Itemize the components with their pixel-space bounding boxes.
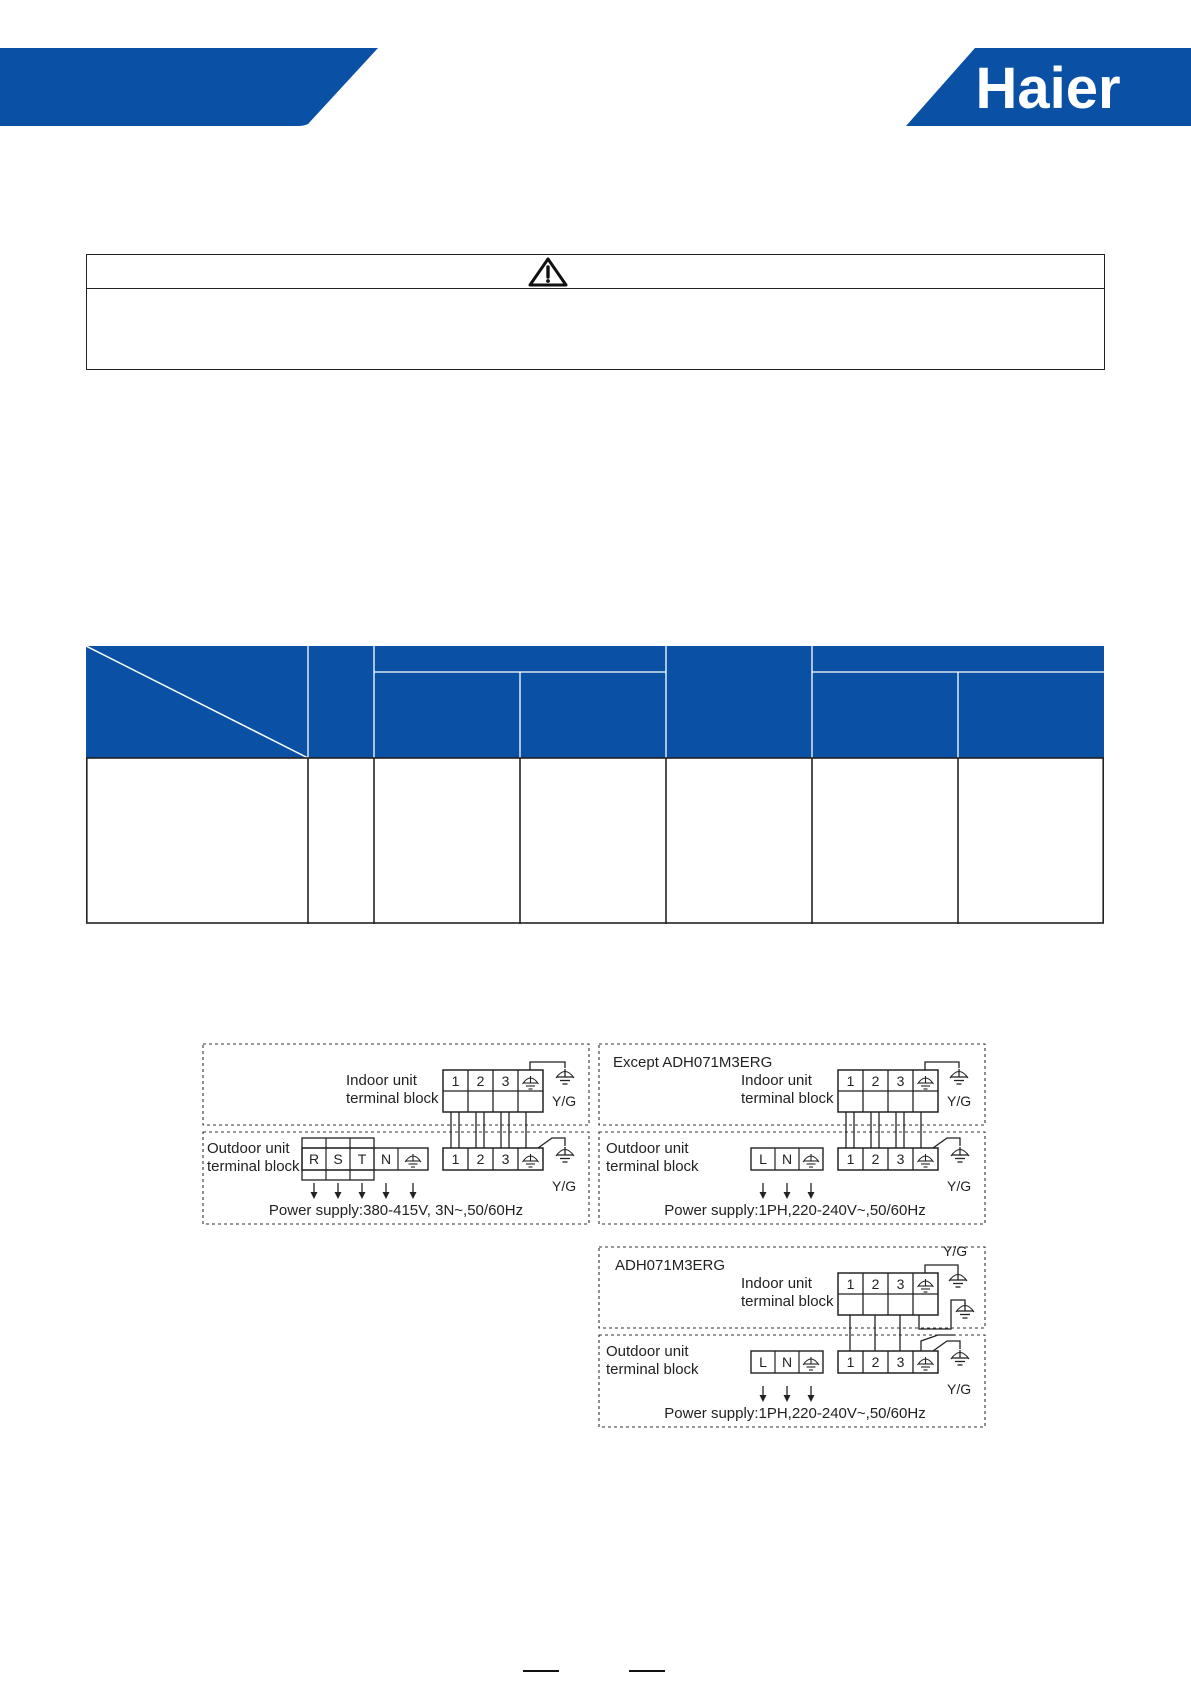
single-except-indoor-label: Indoor unit (741, 1072, 812, 1089)
ground-icon (956, 1303, 974, 1318)
ground-cell-icon (918, 1154, 934, 1167)
supply-arrow (383, 1183, 390, 1199)
supply-arrow (808, 1183, 815, 1199)
ground-icon (951, 1147, 969, 1162)
supply-arrow (784, 1386, 791, 1402)
single-except-link-terminal: 3 (896, 1151, 905, 1167)
adh-title: ADH071M3ERG (615, 1257, 726, 1274)
diagram-single-phase-adh (599, 1243, 985, 1427)
supply-arrow (359, 1183, 366, 1199)
three-phase-link-terminal: 1 (451, 1151, 460, 1167)
adh-indoor-terminal: 3 (896, 1276, 905, 1292)
single-except-indoor-label-2: terminal block (741, 1090, 834, 1107)
adh-link-terminal: 3 (896, 1354, 905, 1370)
footer-rule-left (523, 1670, 559, 1672)
three-phase-indoor-terminal: 1 (451, 1073, 460, 1089)
three-phase-supply-terminal: S (333, 1151, 343, 1167)
single-except-link-terminal: 1 (846, 1151, 855, 1167)
single-except-indoor-yg: Y/G (947, 1093, 972, 1109)
ground-cell-icon (523, 1076, 539, 1089)
single-except-indoor-terminal: 2 (871, 1073, 880, 1089)
three-phase-link-terminal: 2 (476, 1151, 485, 1167)
three-phase-power-supply: Power supply:380-415V, 3N~,50/60Hz (268, 1202, 524, 1219)
single-except-outdoor-yg: Y/G (947, 1178, 972, 1194)
ground-cell-icon (918, 1357, 934, 1370)
adh-supply-terminal: N (781, 1354, 793, 1370)
adh-outdoor-label-2: terminal block (606, 1361, 699, 1378)
single-except-link-terminal: 2 (871, 1151, 880, 1167)
single-except-supply-terminal-block (751, 1148, 823, 1170)
three-phase-interconnect-wires (451, 1112, 565, 1148)
ground-icon (556, 1069, 574, 1084)
adh-outdoor-label: Outdoor unit (606, 1343, 689, 1360)
single-except-title: Except ADH071M3ERG (613, 1054, 773, 1071)
three-phase-indoor-terminal: 2 (476, 1073, 485, 1089)
footer-rule-right (629, 1670, 665, 1672)
three-phase-link-terminal: 3 (501, 1151, 510, 1167)
three-phase-indoor-label-2: terminal block (346, 1090, 439, 1107)
three-phase-indoor-label: Indoor unit (346, 1072, 417, 1089)
adh-indoor-terminal: 1 (846, 1276, 855, 1292)
ground-icon (950, 1069, 968, 1084)
adh-link-terminal: 1 (846, 1354, 855, 1370)
supply-arrow (760, 1183, 767, 1199)
single-except-supply-terminal: N (781, 1151, 793, 1167)
single-except-indoor-terminal-block (838, 1070, 938, 1112)
supply-arrow (808, 1386, 815, 1402)
three-phase-outdoor-yg: Y/G (552, 1178, 577, 1194)
single-except-supply-terminal: L (759, 1151, 767, 1167)
supply-arrow (784, 1183, 791, 1199)
adh-indoor-label-2: terminal block (741, 1293, 834, 1310)
supply-arrow (311, 1183, 318, 1199)
ground-cell-icon (405, 1154, 421, 1167)
single-except-link-terminal-block (838, 1148, 938, 1170)
adh-power-supply: Power supply:1PH,220-240V~,50/60Hz (664, 1405, 926, 1422)
adh-top-yg: Y/G (943, 1243, 968, 1259)
ground-icon (556, 1147, 574, 1162)
three-phase-supply-terminal: N (380, 1151, 392, 1167)
adh-indoor-terminal: 2 (871, 1276, 880, 1292)
ground-icon (949, 1272, 967, 1287)
three-phase-supply-terminal: T (357, 1151, 367, 1167)
three-phase-supply-terminal-block (302, 1138, 428, 1180)
adh-outdoor-yg: Y/G (947, 1381, 972, 1397)
three-phase-supply-terminal: R (308, 1151, 320, 1167)
three-phase-link-terminal-block (443, 1148, 543, 1170)
ground-cell-icon (803, 1357, 819, 1370)
adh-supply-terminal-block (751, 1351, 823, 1373)
single-except-power-supply: Power supply:1PH,220-240V~,50/60Hz (664, 1202, 926, 1219)
brand-logo: Haier (975, 56, 1121, 121)
diagram-three-phase (203, 1044, 589, 1224)
single-except-outdoor-label: Outdoor unit (606, 1140, 689, 1157)
ground-cell-icon (803, 1154, 819, 1167)
adh-interconnect-wires (850, 1300, 965, 1351)
single-except-indoor-terminal: 3 (896, 1073, 905, 1089)
single-except-outdoor-label-2: terminal block (606, 1158, 699, 1175)
three-phase-indoor-terminal-block (443, 1070, 543, 1112)
adh-link-terminal: 2 (871, 1354, 880, 1370)
adh-indoor-terminal-block (838, 1273, 938, 1315)
single-except-indoor-terminal: 1 (846, 1073, 855, 1089)
diagram-single-phase-except (599, 1044, 985, 1224)
three-phase-outdoor-label-2: terminal block (207, 1158, 300, 1175)
adh-link-terminal-block (838, 1351, 938, 1373)
three-phase-indoor-terminal: 3 (501, 1073, 510, 1089)
adh-indoor-label: Indoor unit (741, 1275, 812, 1292)
supply-arrow (760, 1386, 767, 1402)
ground-cell-icon (523, 1154, 539, 1167)
single-except-interconnect-wires (846, 1112, 960, 1148)
ground-cell-icon (918, 1076, 934, 1089)
ground-cell-icon (918, 1279, 934, 1292)
three-phase-indoor-yg: Y/G (552, 1093, 577, 1109)
supply-arrow (335, 1183, 342, 1199)
ground-icon (951, 1350, 969, 1365)
supply-arrow (410, 1183, 417, 1199)
adh-supply-terminal: L (759, 1354, 767, 1370)
three-phase-outdoor-label: Outdoor unit (207, 1140, 290, 1157)
